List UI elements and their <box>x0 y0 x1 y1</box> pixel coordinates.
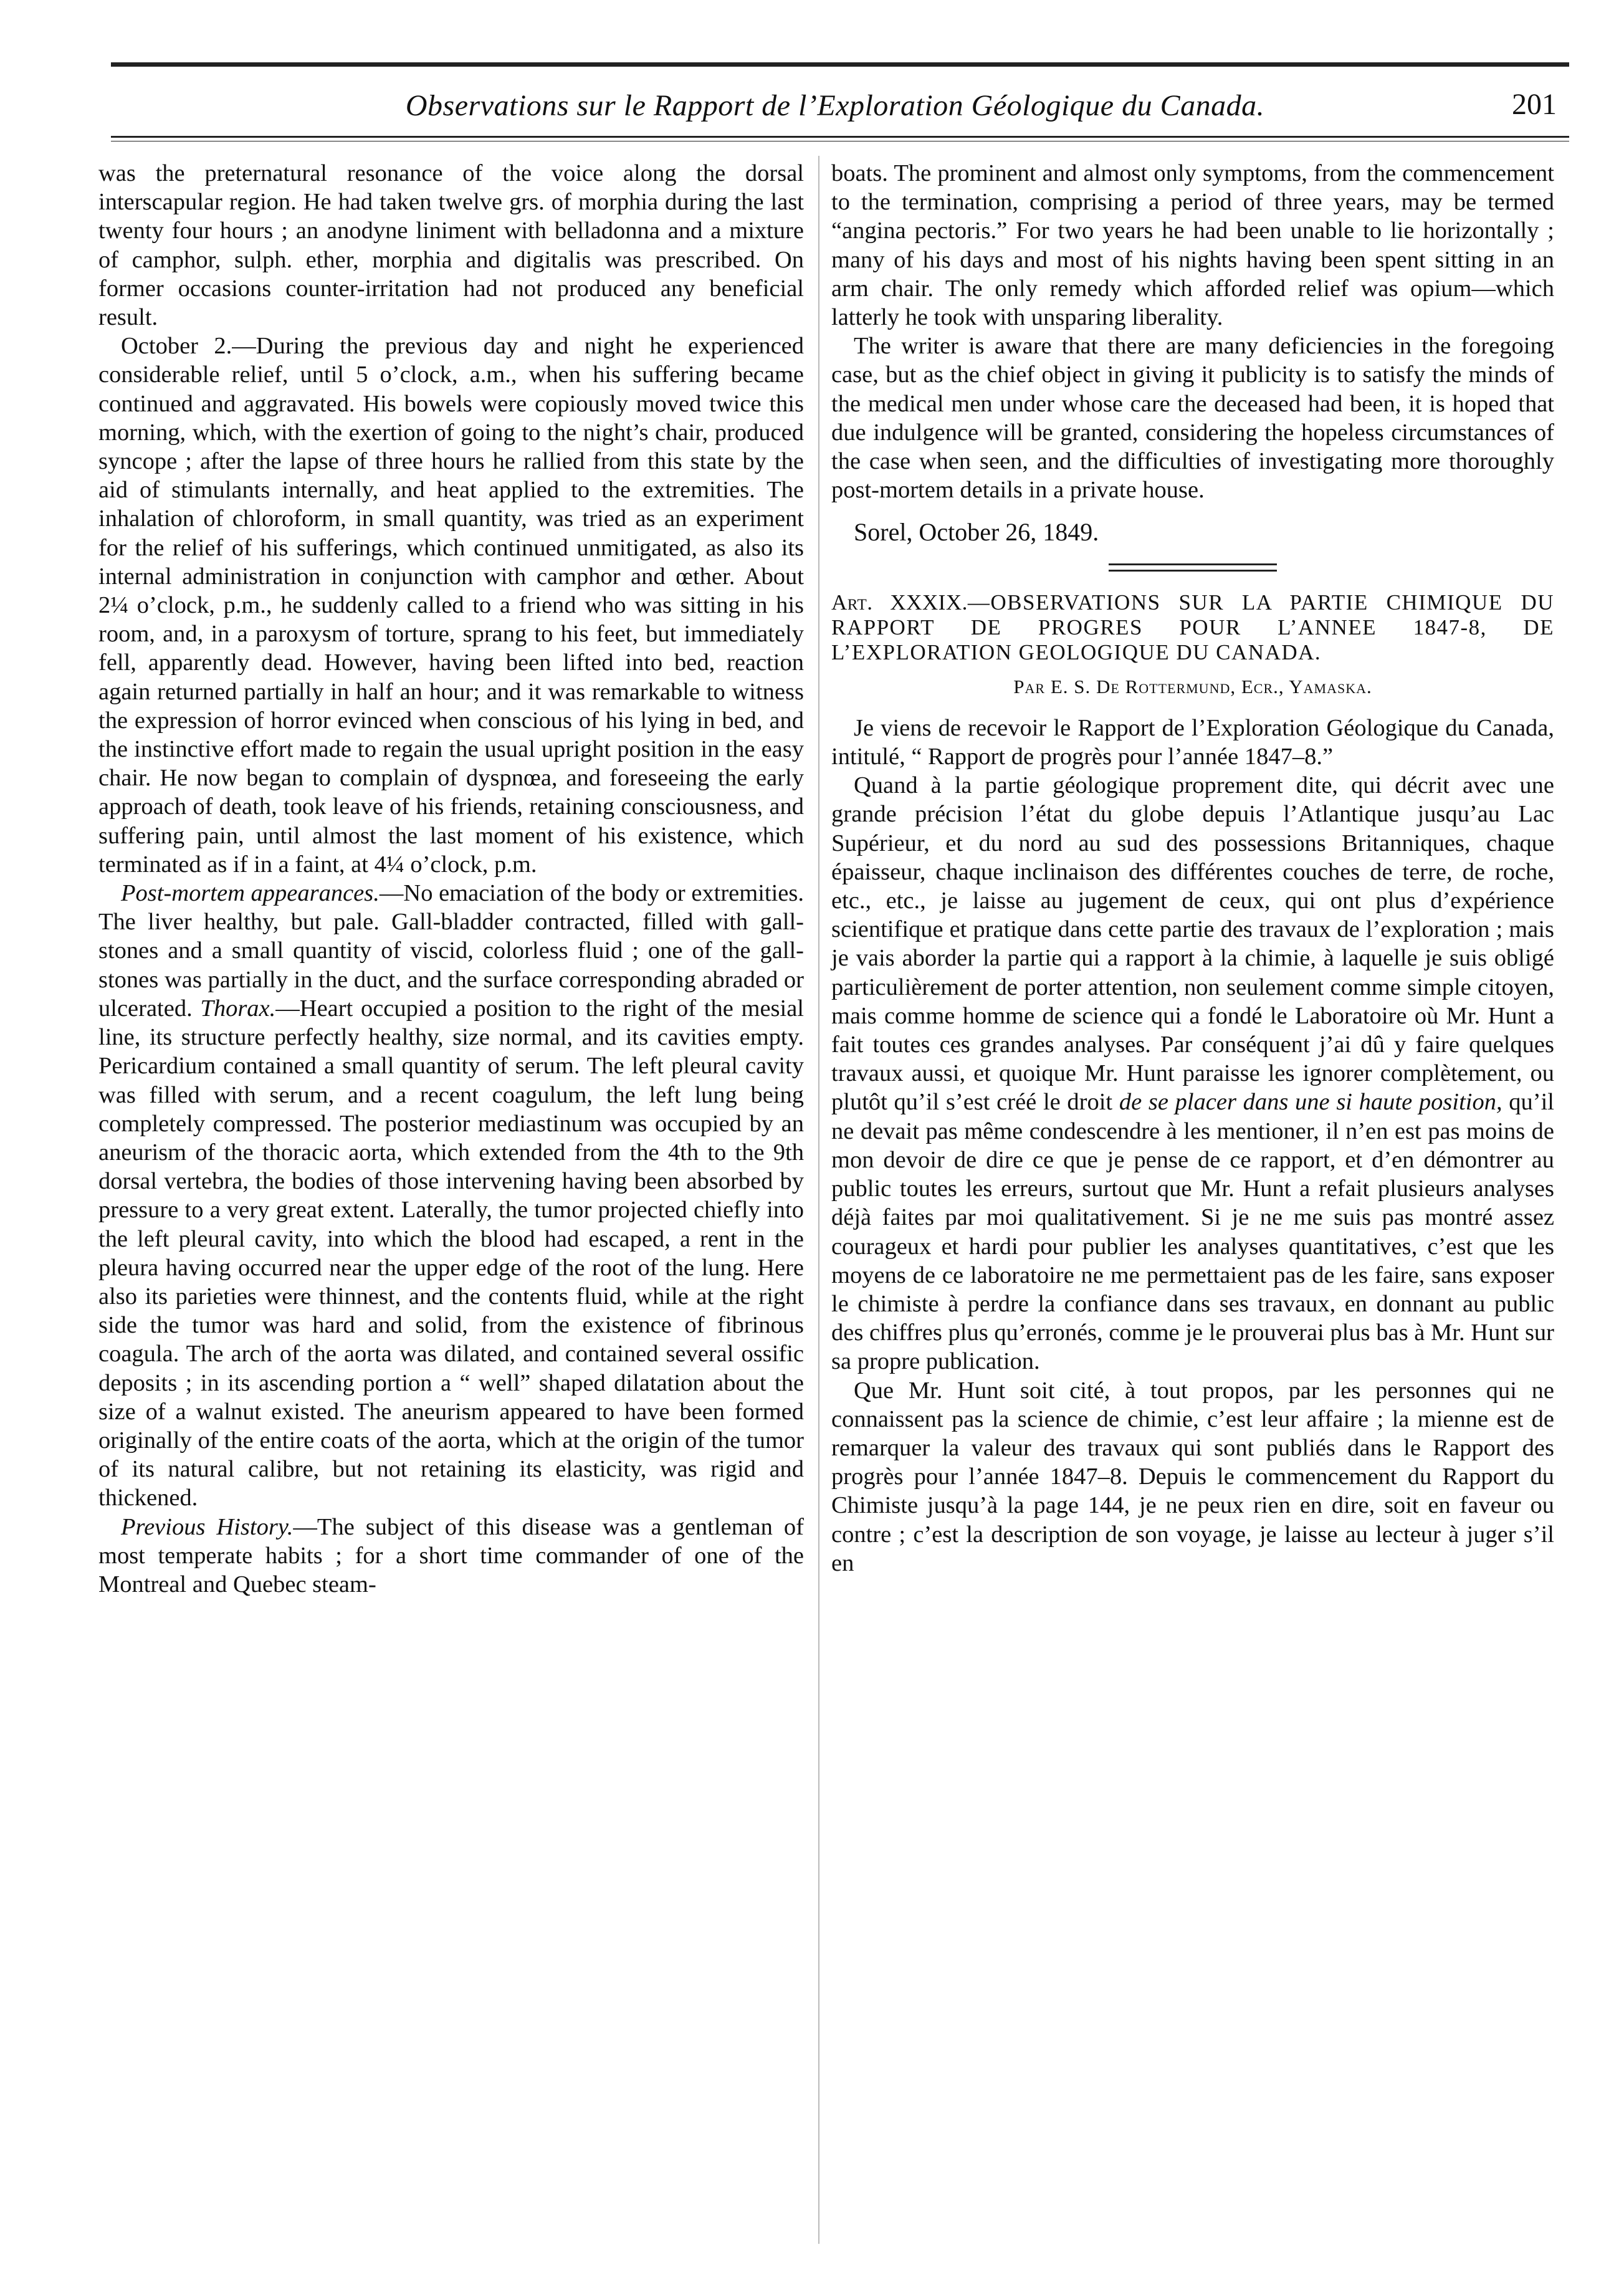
paragraph: Que Mr. Hunt soit cité, à tout propos, par les personnes qui ne connaissent pas la science de chimie, c’est leur affaire ; la mienne est de remarquer la valeur des travaux qui sont publiés dans le Rapport des progrès pour l’année 1847–8. Depuis le commencement du Rapport du Chimiste jusqu’à la page 144, je ne peux rien en dire, soit en faveur ou contre ; c’est la description de son voyage, je laisse au lecteur à juger s’il en <box>831 1377 1554 1576</box>
article-heading <box>831 590 1554 665</box>
section-separator <box>1109 563 1277 572</box>
header-bottom-rule <box>111 136 1569 138</box>
article-byline: Par E. S. De Rottermund, Ecr., Yamaska. <box>1013 675 1372 697</box>
page-number: 201 <box>1512 88 1557 121</box>
running-title: Observations sur le Rapport de l’Exploration Géologique du Canada. <box>405 89 1265 122</box>
paragraph: boats. The prominent and almost only symptoms, from the commencement to the termination, comprising a period of three years, may be termed “angina pectoris.” For two years he had been unable to lie horizontally ; many of his days and most of his nights having been spent sitting in an arm chair. The only remedy which afforded relief was opium—which latterly he took with unsparing liberality. <box>831 160 1554 331</box>
section-lead: Thorax. <box>200 995 276 1022</box>
section-lead: Post-mortem appearances. <box>121 880 380 907</box>
header-top-rule <box>111 62 1569 67</box>
paragraph-text: —The subject of this disease was a gentleman of most temperate habits ; for a short time commander of one of the Montreal and Quebec steam- <box>98 1513 804 1597</box>
article-number: Art. XXXIX. <box>831 590 968 615</box>
paragraph: October 2.—During the previous day and night he experienced considerable relief, until 5 o’clock, a.m., when his suffering became continued and aggravated. His bowels were copiously moved twice this morning, which, with the exertion of going to the night’s chair, produced syncope ; after the lapse of three hours he rallied from this state by the aid of stimulants internally, and heat applied to the extremities. The inhalation of chloroform, in small quantity, was tried as an experiment for the relief of his sufferings, which continued unmitigated, as also its internal administration in conjunction with camphor and œther. About 2¼ o’clock, p.m., he suddenly called to a friend who was sitting in his room, and, in a paroxysm of torture, sprang to his feet, but immediately fell, apparently dead. However, having been lifted into bed, reaction again returned partially in half an hour; and it was remarkable to witness the expression of horror evinced when conscious of his lying in bed, and the instinctive effort made to regain the usual upright position in the easy chair. He now began to complain of dyspnœa, and foreseeing the early approach of death, took leave of his friends, retaining consciousness, and suffering pain, until almost the last moment of his existence, which terminated as if in a faint, at 4¼ o’clock, p.m. <box>98 333 804 878</box>
paragraph: was the preternatural resonance of the voice along the dorsal interscapular region. He had taken twelve grs. of morphia during the last twenty four hours ; an anodyne liniment with belladonna and a mixture of camphor, sulph. ether, morphia and digitalis was prescribed. On former occasions counter-irritation had not produced any beneficial result. <box>98 160 804 331</box>
dateline: Sorel, October 26, 1849. <box>854 518 1099 547</box>
paragraph-text: —Heart occupied a position to the right of the mesial line, its structure perfectly healthy, size normal, and its cavities empty. Pericardium contained a small quantity of serum. The left pleural cavity was filled with serum, and a recent coagulum, the left lung being completely compressed. The posterior mediastinum was occupied by an aneurism of the thoracic aorta, which extended from the 4th to the 9th dorsal vertebra, the bodies of those intervening having been absorbed by pressure to a very great extent. Laterally, the tumor projected chiefly into the left pleural cavity, into which the blood had escaped, a rent in the pleura having occurred near the upper edge of the root of the lung. Here also its parieties were thinnest, and the contents fluid, while at the right side the tumor was hard and solid, from the existence of fibrinous coagula. The arch of the aorta was dilated, and contained several ossific deposits ; in its ascending portion a “ well” shaped dilatation about the size of a walnut existed. The aneurism appeared to have been formed originally of the entire coats of the aorta, which at the origin of the tumor of its natural calibre, but not retaining its elasticity, was rigid and thickened. <box>98 995 804 1511</box>
paragraph <box>831 771 1554 1376</box>
italic-phrase: de se placer dans une si haute position, <box>1119 1089 1502 1116</box>
paragraph-text: Quand à la partie géologique proprement dite, qui décrit avec une grande précision l’état du globe depuis l’Atlantique jusqu’au Lac Supérieur, et du nord au sud des possessions Britanniques, chaque épaisseur, chaque inclinaison des différentes couches de terre, de roche, etc., etc., je laisse au jugement de ceux, qui ont plus d’expérience scientifique et pratique dans cette partie des travaux de l’exploration ; mais je vais aborder la partie qui a rapport à la chimie, à laquelle je suis obligé particulièrement de porter attention, non seulement comme simple citoyen, mais comme homme de science qui a fondé le Laboratoire où Mr. Hunt a fait toutes ces grandes analyses. Par conséquent j’ai dû y faire quelques travaux aussi, et quoique Mr. Hunt paraisse les ignorer complètement, ou plutôt qu’il s’est créé le droit <box>831 772 1554 1116</box>
column-divider <box>818 156 819 2244</box>
paragraph-text: qu’il ne devait pas même condescendre à les mentioner, il n’en est pas moins de mon devoir de dire ce que je pense de ce rapport, et d’en démontrer au public toutes les erreurs, surtout que Mr. Hunt a refait plusieurs analyses déjà faites par moi qualitativement. Si je ne me suis pas montré assez courageux et hardi pour publier les analyses quantitatives, c’est que les moyens de ce laboratoire ne me permettaient pas de les faire, sans exposer le chimiste à perdre la confiance dans ses travaux, en donnant au public des chiffres plus qu’erronés, comme je le prouverai plus bas à Mr. Hunt sur sa propre publication. <box>831 1089 1554 1375</box>
right-column <box>831 159 1554 1578</box>
section-lead: Previous History. <box>121 1513 294 1540</box>
paragraph <box>98 1513 804 1599</box>
paragraph: Je viens de recevoir le Rapport de l’Exploration Géologique du Canada, intitulé, “ Rapport de progrès pour l’année 1847–8.” <box>831 714 1554 770</box>
paragraph: The writer is aware that there are many deficiencies in the foregoing case, but as the chief object in giving it publicity is to satisfy the minds of the medical men under whose care the deceased had been, it is hoped that due indulgence will be granted, considering the hopeless circumstances of the case when seen, and the difficulties of investigating more thoroughly post-mortem details in a private house. <box>831 333 1554 504</box>
article-title: —OBSERVATIONS SUR LA PARTIE CHIMIQUE DU RAPPORT DE PROGRES POUR L’ANNEE 1847-8, DE L’EXPLORATION GEOLOGIQUE DU CANADA. <box>831 590 1554 664</box>
left-column <box>98 159 804 1599</box>
paragraph-text: —No emaciation of the body or extremities. The liver healthy, but pale. Gall-bladder contracted, filled with gall-stones and a small quantity of viscid, colorless fluid ; one of the gall-stones was partially in the duct, and the surface corresponding abraded or ulcerated. <box>98 880 805 1022</box>
paragraph <box>98 879 804 1512</box>
